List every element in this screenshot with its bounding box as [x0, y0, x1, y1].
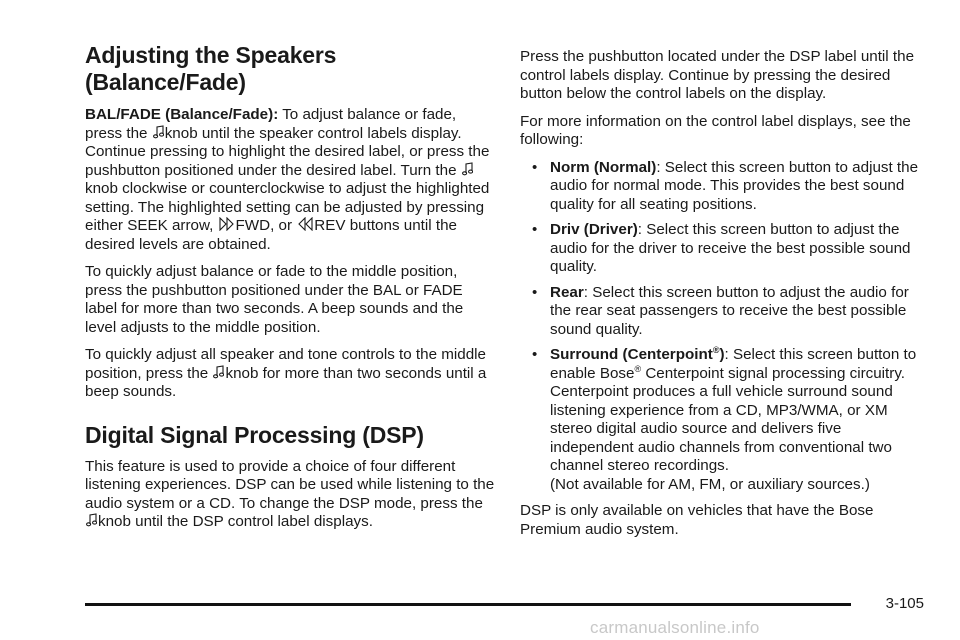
bullet-icon: •: [532, 283, 538, 301]
option-label: Driv (Driver): [550, 221, 638, 238]
music-note-knob-icon: [153, 125, 164, 139]
registered-mark: ®: [712, 344, 720, 355]
text-run: REV buttons until the desired levels are obtained.: [85, 217, 457, 253]
bal-fade-paragraph: [85, 106, 495, 254]
option-label: Rear: [550, 283, 584, 301]
bal-fade-label: BAL/FADE (Balance/Fade):: [85, 106, 279, 123]
double-right-arrow-icon: [219, 217, 235, 231]
text-run: knob for more than two seconds until a beep sounds.: [85, 364, 487, 400]
option-text: Centerpoint signal processing circuitry. Centerpoint produces a full vehicle surround sound listening experience from a CD, MP3/WMA, or XM stereo digital audio source and delivers five independent audio channels from conventional two channel stereo recordings.: [550, 364, 906, 474]
text-run: To quickly adjust all speaker and tone controls to the middle position, press the: [85, 346, 487, 382]
option-text: : Select this screen button to adjust the audio for normal mode. This provides the best sound quality for all seating positions.: [550, 158, 919, 213]
dsp-intro-paragraph: [85, 458, 495, 532]
registered-mark: ®: [634, 363, 642, 374]
page-number: 3-105: [885, 595, 924, 612]
music-note-knob-icon: [213, 365, 224, 379]
text-run: knob clockwise or counterclockwise to adjust the highlighted setting. The highlighted setting can be adjusted by pressing either SEEK arrow,: [85, 180, 490, 234]
bullet-icon: •: [532, 221, 538, 238]
option-label: Norm (Normal): [550, 158, 657, 176]
dsp-availability-paragraph: DSP is only available on vehicles that have the Bose Premium audio system.: [520, 502, 874, 538]
right-column: [520, 48, 925, 548]
heading-dsp: Digital Signal Processing (DSP): [85, 421, 424, 448]
option-text: : Select this screen button to adjust the audio for the rear seat passengers to receive the best possible sound quality.: [550, 283, 909, 338]
music-note-knob-icon: [462, 162, 473, 176]
list-item-norm: [520, 159, 925, 215]
double-left-arrow-icon: [297, 217, 313, 231]
text-run: This feature is used to provide a choice of four different listening experiences. DSP can be used while listening to the audio system or a CD. To change the DSP mode, press the: [85, 457, 495, 512]
left-column: [85, 42, 495, 541]
option-text: : Select this screen button to enable Bose: [550, 346, 917, 382]
dsp-options-list: [520, 159, 925, 495]
option-label: Surround (Centerpoint: [550, 346, 713, 363]
dsp-pushbutton-paragraph: Press the pushbutton located under the DSP label until the control labels display. Continue by pressing the desired button below the control labels on the display.: [520, 48, 915, 102]
text-run: To adjust balance or fade, press the: [85, 106, 457, 142]
text-run: knob until the DSP control label displays.: [98, 513, 373, 530]
all-speakers-paragraph: [85, 346, 495, 402]
bullet-icon: •: [532, 158, 538, 176]
list-item-driv: [520, 221, 925, 277]
music-note-knob-icon: [86, 513, 97, 527]
heading-speakers: Adjusting the Speakers (Balance/Fade): [85, 42, 337, 95]
list-item-surround: [520, 346, 925, 494]
option-label-end: ): [719, 346, 725, 363]
option-text: : Select this screen button to adjust the audio for the driver to receive the best possible sound quality.: [550, 221, 911, 275]
option-note: (Not available for AM, FM, or auxiliary sources.): [550, 475, 870, 493]
middle-position-paragraph: To quickly adjust balance or fade to the middle position, press the pushbutton positioned under the BAL or FADE label for more than two seconds. A beep sounds and the level adjusts to the middle position.: [85, 263, 464, 336]
text-run: FWD, or: [235, 217, 297, 234]
text-run: knob until the speaker control labels display. Continue pressing to highlight the desired label, or press the pushbutton positioned under the desired label. Turn the: [85, 124, 490, 179]
watermark: carmanualsonline.info: [590, 618, 760, 637]
bullet-icon: •: [532, 346, 538, 363]
list-item-rear: [520, 284, 925, 340]
more-info-paragraph: For more information on the control label displays, see the following:: [520, 112, 911, 148]
footer-rule: [85, 603, 851, 606]
